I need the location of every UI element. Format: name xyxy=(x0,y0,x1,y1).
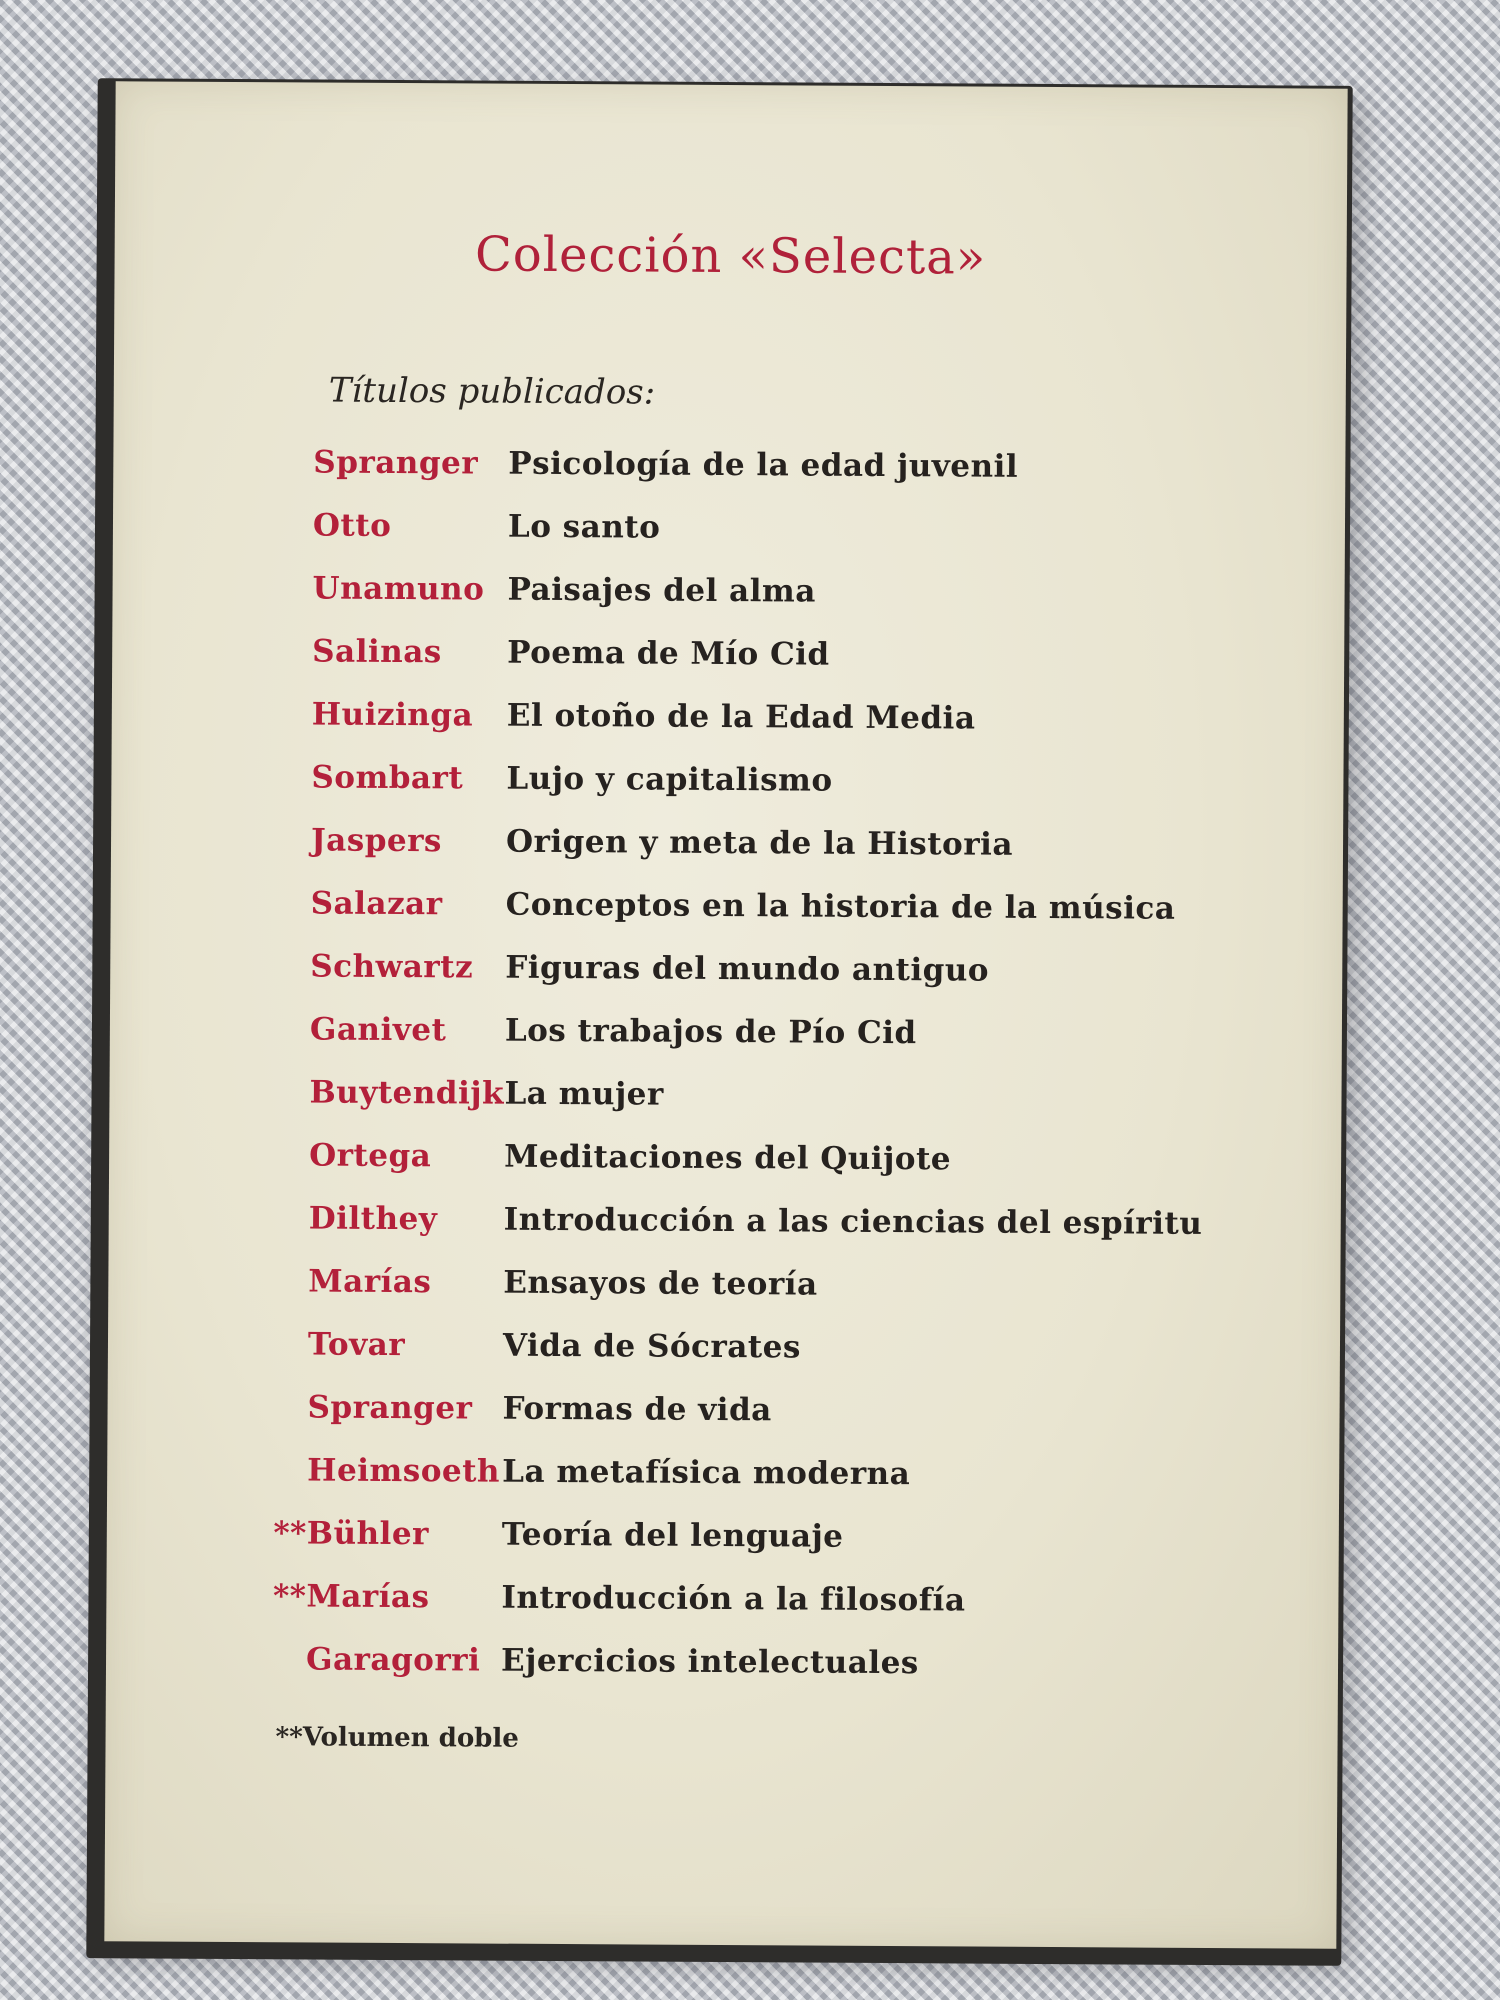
author-name xyxy=(310,1011,447,1048)
list-item xyxy=(309,1074,1209,1142)
author-label: Spranger xyxy=(307,1389,473,1427)
collection-title: Colección «Selecta» xyxy=(474,226,987,286)
author-label: Spranger xyxy=(313,444,479,482)
list-item xyxy=(312,570,1212,638)
work-title: Ejercicios intelectuales xyxy=(500,1642,919,1682)
list-item xyxy=(308,1263,1208,1331)
author-label: Marías xyxy=(308,1263,432,1301)
author-name xyxy=(273,1515,430,1553)
work-title: Vida de Sócrates xyxy=(502,1327,801,1366)
list-item xyxy=(313,444,1213,512)
list-item xyxy=(272,1578,1206,1646)
author-label: Garagorri xyxy=(305,1641,481,1679)
double-volume-note: **Volumen doble xyxy=(275,1722,519,1754)
author-name xyxy=(311,759,463,796)
work-title: Lujo y capitalismo xyxy=(506,760,833,799)
list-item xyxy=(312,696,1212,764)
author-name xyxy=(312,633,442,670)
list-item xyxy=(311,822,1211,890)
author-label: Salinas xyxy=(312,633,442,671)
list-item xyxy=(311,759,1211,827)
list-item xyxy=(306,1641,1206,1709)
author-name xyxy=(307,1452,500,1489)
author-name xyxy=(312,696,474,733)
author-name xyxy=(308,1326,405,1363)
list-item xyxy=(307,1389,1207,1457)
work-title: Origen y meta de la Historia xyxy=(505,823,1014,863)
work-title: Ensayos de teoría xyxy=(503,1264,818,1303)
author-label: Heimsoeth xyxy=(307,1452,501,1490)
author-label: Dilthey xyxy=(308,1200,438,1238)
author-label: Unamuno xyxy=(312,570,485,608)
work-title: El otoño de la Edad Media xyxy=(506,697,976,737)
double-volume-mark: ** xyxy=(273,1515,307,1552)
author-label: Marías xyxy=(306,1578,430,1616)
author-label: Otto xyxy=(312,507,392,544)
work-title: La mujer xyxy=(504,1075,664,1113)
author-name xyxy=(307,1389,472,1426)
work-title: Introducción a las ciencias del espíritu xyxy=(503,1201,1203,1242)
author-label: Salazar xyxy=(310,885,443,923)
author-label: Ganivet xyxy=(309,1011,447,1049)
author-name xyxy=(311,885,443,922)
work-title: Teoría del lenguaje xyxy=(501,1516,844,1555)
list-item xyxy=(307,1452,1207,1520)
author-label: Bühler xyxy=(306,1515,430,1553)
author-name xyxy=(308,1263,431,1300)
author-name xyxy=(309,1074,504,1111)
list-item xyxy=(312,633,1212,701)
work-title: Formas de vida xyxy=(502,1390,772,1429)
author-label: Tovar xyxy=(307,1326,406,1364)
author-name xyxy=(272,1578,430,1616)
list-item xyxy=(313,507,1213,575)
list-item xyxy=(309,1137,1209,1205)
list-item xyxy=(273,1515,1207,1583)
author-label: Huizinga xyxy=(311,696,474,734)
list-item xyxy=(310,948,1210,1016)
double-volume-mark: ** xyxy=(272,1578,307,1615)
list-item xyxy=(310,1011,1210,1079)
author-name xyxy=(311,822,442,859)
work-title: Conceptos en la historia de la música xyxy=(505,886,1176,927)
list-item xyxy=(308,1326,1208,1394)
work-title: Lo santo xyxy=(507,508,661,546)
author-label: Sombart xyxy=(311,759,464,797)
title-list xyxy=(272,444,1214,1709)
work-title: Paisajes del alma xyxy=(507,571,816,610)
list-item xyxy=(310,885,1210,953)
work-title: Figuras del mundo antiguo xyxy=(505,949,990,989)
author-label: Jaspers xyxy=(310,822,443,860)
author-name xyxy=(312,570,484,607)
work-title: Introducción a la filosofía xyxy=(501,1579,966,1619)
author-label: Ortega xyxy=(309,1137,432,1175)
author-name xyxy=(313,444,478,481)
author-name xyxy=(310,948,473,985)
work-title: La metafísica moderna xyxy=(502,1453,911,1493)
author-label: Schwartz xyxy=(310,948,474,986)
book-cover xyxy=(104,81,1347,1948)
author-name xyxy=(306,1641,480,1678)
published-titles-heading: Títulos publicados: xyxy=(328,370,656,413)
work-title: Los trabajos de Pío Cid xyxy=(504,1012,917,1052)
author-name xyxy=(309,1137,431,1174)
list-item xyxy=(308,1200,1208,1268)
author-name xyxy=(313,507,392,543)
work-title: Poema de Mío Cid xyxy=(507,634,830,673)
work-title: Meditaciones del Quijote xyxy=(504,1138,952,1178)
work-title: Psicología de la edad juvenil xyxy=(508,445,1019,485)
author-label: Buytendijk xyxy=(309,1074,505,1112)
author-name xyxy=(309,1200,438,1237)
